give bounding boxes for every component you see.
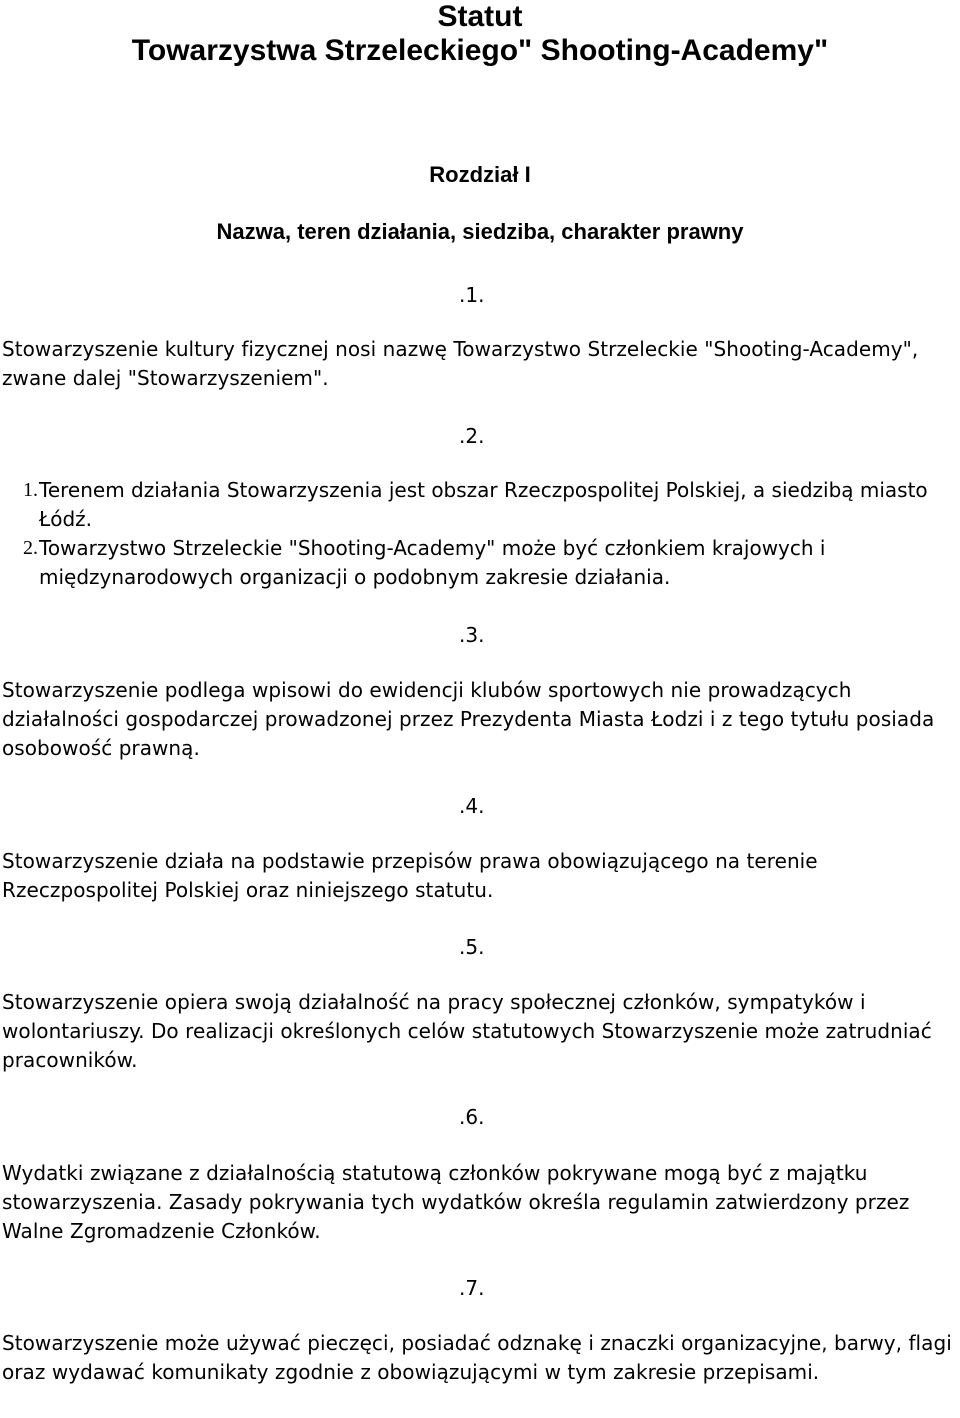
- chapter-subtitle: Nazwa, teren działania, siedziba, charakter prawny: [216, 219, 744, 244]
- section-mark-3: .3.: [459, 623, 485, 647]
- section-5-text: Stowarzyszenie opiera swoją działalność na pracy społecznej członków, sympatyków i wolontariuszy. Do realizacji określonych celów statutowych Stowarzyszenie może zatrudniać pracowników.: [2, 990, 932, 1072]
- item-text: Towarzystwo Strzeleckie "Shooting-Academy" może być członkiem krajowych i międzynarodowych organizacji o podobnym zakresie działania.: [39, 536, 826, 589]
- section-mark-6: .6.: [459, 1105, 485, 1129]
- item-text: Terenem działania Stowarzyszenia jest obszar Rzeczpospolitej Polskiej, a siedzibą miasto Łódź.: [39, 478, 928, 531]
- section-6-text: Wydatki związane z działalnością statutową członków pokrywane mogą być z majątku stowarzyszenia. Zasady pokrywania tych wydatków określa regulamin zatwierdzony przez Walne Zgromadzenie Członków.: [2, 1161, 910, 1243]
- section-3-text: Stowarzyszenie podlega wpisowi do ewidencji klubów sportowych nie prowadzących działalności gospodarczej prowadzonej przez Prezydenta Miasta Łodzi i z tego tytułu posiada osobowość prawną.: [2, 678, 935, 760]
- section-2-item-2: [2, 534, 952, 592]
- item-number: 2.: [23, 537, 38, 559]
- title-line-1: Statut: [437, 0, 523, 33]
- section-2-item-1: [2, 476, 952, 534]
- chapter-heading: Rozdział I: [429, 162, 531, 187]
- section-7-text: Stowarzyszenie może używać pieczęci, posiadać odznakę i znaczki organizacyjne, barwy, flagi oraz wydawać komunikaty zgodnie z obowiązującymi w tym zakresie przepisami.: [2, 1331, 952, 1384]
- section-mark-2: .2.: [459, 424, 485, 448]
- section-mark-5: .5.: [459, 935, 485, 959]
- title-line-2: Towarzystwa Strzeleckiego" Shooting-Academy": [131, 34, 829, 67]
- section-mark-1: .1.: [459, 283, 485, 307]
- section-mark-4: .4.: [459, 794, 485, 818]
- section-1-text: Stowarzyszenie kultury fizycznej nosi nazwę Towarzystwo Strzeleckie "Shooting-Academy", zwane dalej "Stowarzyszeniem".: [2, 337, 919, 390]
- document-title: [0, 0, 960, 68]
- item-number: 1.: [23, 479, 38, 501]
- section-4-text: Stowarzyszenie działa na podstawie przepisów prawa obowiązującego na terenie Rzeczpospolitej Polskiej oraz niniejszego statutu.: [2, 849, 818, 902]
- section-mark-7: .7.: [459, 1276, 485, 1300]
